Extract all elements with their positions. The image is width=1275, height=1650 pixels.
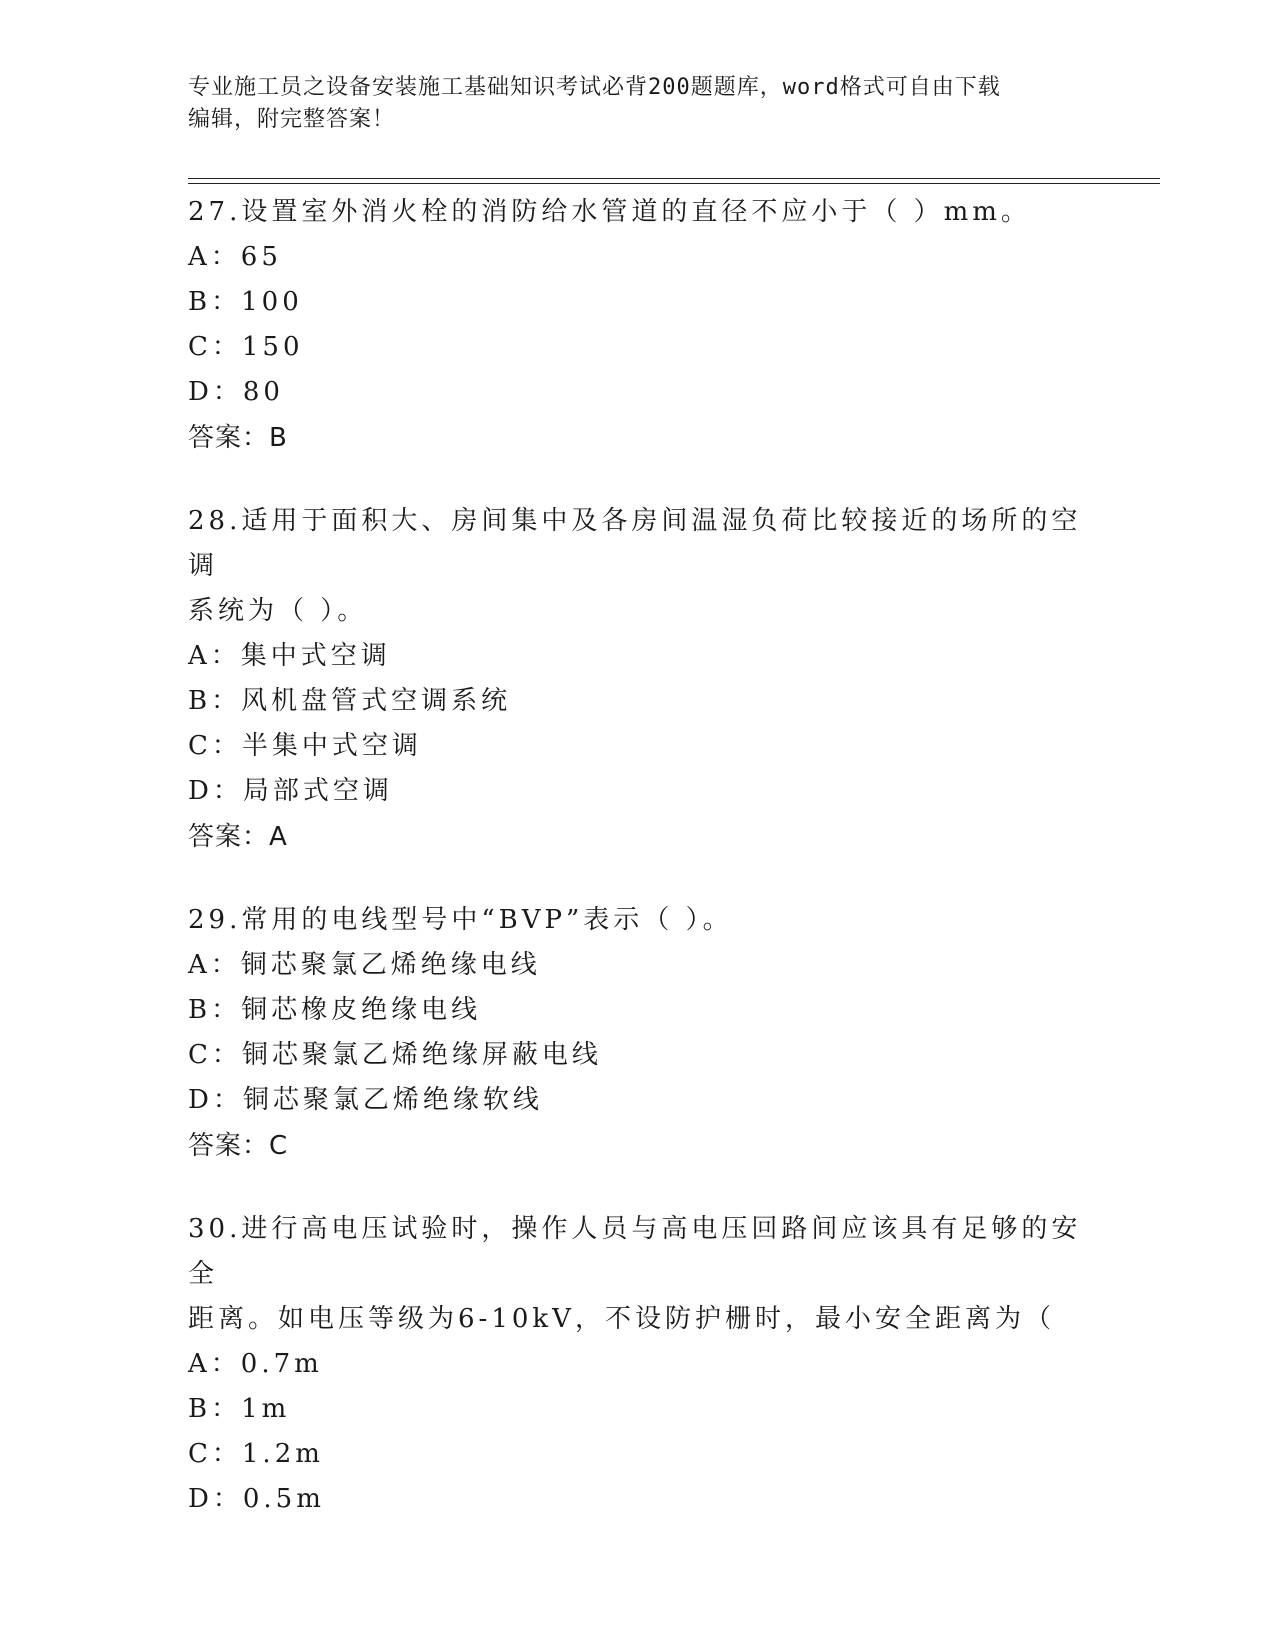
option-d: D：0.5m — [188, 1484, 325, 1514]
option-c: C：半集中式空调 — [188, 731, 422, 761]
question-list — [188, 190, 1088, 1560]
question-30 — [188, 1207, 1088, 1522]
header-divider-bottom — [188, 183, 1160, 184]
question-stem: 27.设置室外消火栓的消防给水管道的直径不应小于（ ）mm。 — [188, 197, 1031, 227]
option-a: A：集中式空调 — [188, 641, 391, 671]
question-29 — [188, 898, 1088, 1169]
question-stem-continued: 系统为（ ）。 — [188, 596, 368, 626]
option-a: A：65 — [188, 242, 282, 272]
option-d: D：局部式空调 — [188, 776, 393, 806]
option-b: B：铜芯橡皮绝缘电线 — [188, 995, 482, 1025]
question-stem: 29.常用的电线型号中“BVP”表示（ ）。 — [188, 905, 733, 935]
question-stem: 28.适用于面积大、房间集中及各房间温湿负荷比较接近的场所的空调 — [188, 506, 1082, 581]
option-a: A：0.7m — [188, 1349, 323, 1379]
header-line-2: 编辑，附完整答案！ — [188, 107, 396, 132]
question-stem-continued: 距离。如电压等级为6-10kV，不设防护栅时，最小安全距离为（ — [188, 1304, 1055, 1334]
option-d: D：80 — [188, 377, 284, 407]
header-line-1: 专业施工员之设备安装施工基础知识考试必背200题题库，word格式可自由下载 — [188, 75, 1001, 100]
answer: 答案：B — [188, 423, 288, 453]
answer: 答案：C — [188, 1131, 289, 1161]
option-b: B：1m — [188, 1394, 291, 1424]
question-27 — [188, 190, 1088, 461]
option-b: B：风机盘管式空调系统 — [188, 686, 512, 716]
document-header — [188, 72, 1088, 136]
question-stem: 30.进行高电压试验时，操作人员与高电压回路间应该具有足够的安全 — [188, 1214, 1082, 1289]
option-a: A：铜芯聚氯乙烯绝缘电线 — [188, 950, 541, 980]
question-28 — [188, 499, 1088, 860]
option-c: C：铜芯聚氯乙烯绝缘屏蔽电线 — [188, 1040, 602, 1070]
answer: 答案：A — [188, 822, 288, 852]
option-d: D：铜芯聚氯乙烯绝缘软线 — [188, 1085, 543, 1115]
option-c: C：1.2m — [188, 1439, 324, 1469]
option-b: B：100 — [188, 287, 303, 317]
header-divider-top — [188, 178, 1160, 179]
option-c: C：150 — [188, 332, 304, 362]
